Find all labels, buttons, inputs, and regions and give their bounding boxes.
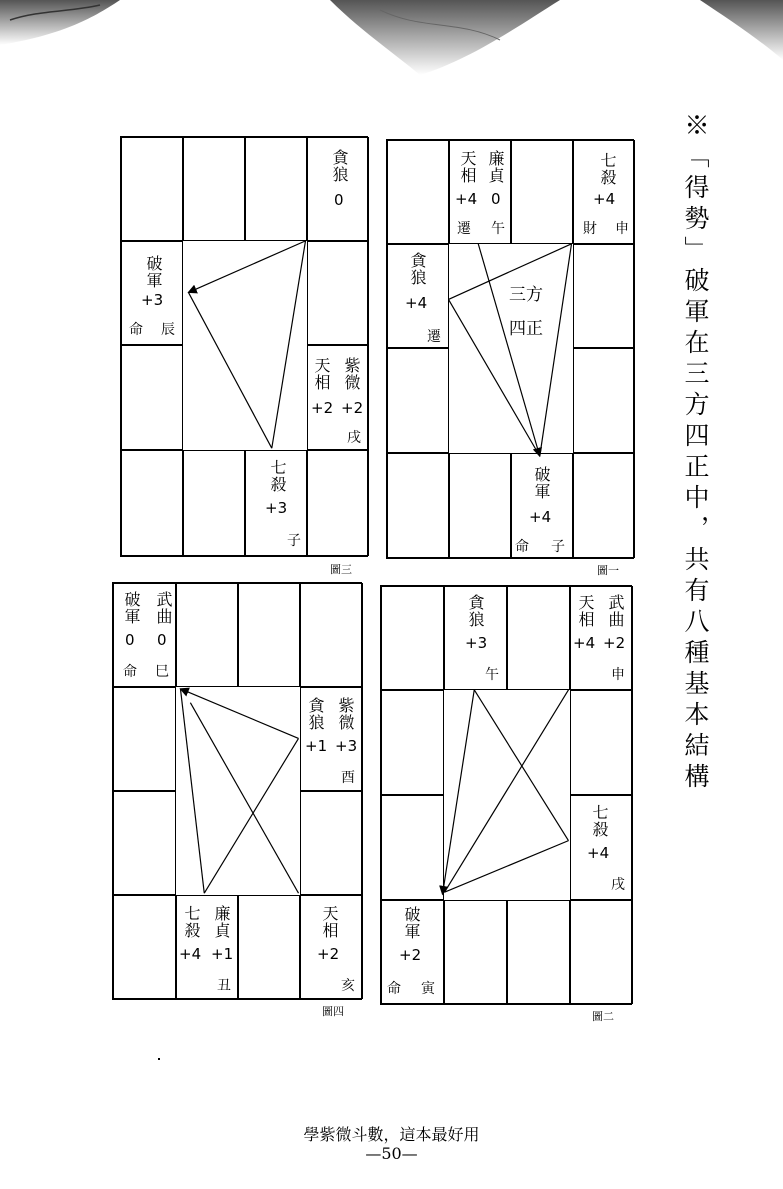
star-zi-wei: 紫微: [342, 357, 361, 391]
ming-label: 命: [129, 322, 143, 338]
chart-fig4: [112, 582, 362, 1000]
qian-label: 遷: [457, 221, 471, 237]
branch-label: 子: [551, 539, 565, 555]
chart-fig2: [380, 585, 632, 1005]
star-value: +4: [529, 508, 552, 526]
branch-label: 寅: [421, 981, 435, 997]
star-value: 0: [125, 631, 135, 649]
star-tian-xiang: 天相: [576, 594, 595, 628]
branch-label: 申: [611, 667, 625, 683]
star-qi-sha: 七殺: [182, 905, 201, 939]
cai-label: 財: [583, 221, 597, 237]
branch-label: 酉: [341, 770, 355, 786]
star-value: +4: [405, 294, 428, 312]
book-title: 學紫微斗數，這本最好用: [303, 1125, 480, 1144]
page-number: —50—: [365, 1144, 418, 1163]
star-value: +1: [211, 945, 234, 963]
branch-label: 亥: [341, 978, 355, 994]
section-title: ※「得勢」破軍在三方四正中，共有八種基本結構: [681, 112, 710, 794]
star-po-jun: 破軍: [144, 255, 163, 289]
branch-label: 戌: [611, 877, 625, 893]
sizheng-label: 四正: [509, 319, 543, 339]
branch-label: 辰: [161, 322, 175, 338]
star-zi-wei: 紫微: [336, 697, 355, 731]
branch-label: 子: [287, 533, 301, 549]
star-tan-lang: 貪狼: [408, 252, 427, 286]
figure-caption: 圖四: [322, 1005, 344, 1018]
star-value: +3: [141, 291, 164, 309]
star-value: +2: [399, 946, 422, 964]
star-value: +4: [593, 190, 616, 208]
star-qi-sha: 七殺: [268, 459, 287, 493]
star-lian-zhen: 廉貞: [486, 150, 505, 184]
star-tan-lang: 貪狼: [466, 594, 485, 628]
star-value: +2: [603, 634, 626, 652]
figure-caption: 圖三: [330, 563, 352, 576]
star-qi-sha: 七殺: [598, 152, 617, 186]
decorative-cloud-banner: [0, 0, 783, 80]
star-value: +4: [573, 634, 596, 652]
figure-caption: 圖一: [597, 564, 619, 577]
sanfang-label: 三方: [509, 285, 543, 305]
star-value: +3: [335, 737, 358, 755]
star-value: +3: [465, 634, 488, 652]
figure-caption: 圖二: [592, 1010, 614, 1023]
star-po-jun: 破軍: [402, 906, 421, 940]
star-wu-qu: 武曲: [606, 594, 625, 628]
star-wu-qu: 武曲: [154, 591, 173, 625]
branch-label: 丑: [217, 978, 231, 994]
star-value: 0: [491, 190, 501, 208]
ming-label: 命: [515, 539, 529, 555]
star-value: +2: [317, 945, 340, 963]
star-value: +2: [311, 399, 334, 417]
branch-label: 申: [615, 221, 629, 237]
star-po-jun: 破軍: [122, 591, 141, 625]
star-tan-lang: 貪狼: [330, 149, 349, 183]
star-qi-sha: 七殺: [590, 804, 609, 838]
star-value: 0: [334, 191, 344, 209]
star-value: +4: [587, 844, 610, 862]
star-value: +3: [265, 499, 288, 517]
star-lian-zhen: 廉貞: [212, 905, 231, 939]
star-tan-lang: 貪狼: [306, 697, 325, 731]
star-tian-xiang: 天相: [312, 357, 331, 391]
branch-label: 午: [491, 221, 505, 237]
star-value: +4: [455, 190, 478, 208]
ming-label: 命: [387, 981, 401, 997]
chart-fig3: [120, 136, 368, 557]
star-value: +2: [341, 399, 364, 417]
star-value: 0: [157, 631, 167, 649]
branch-label: 戌: [347, 430, 361, 446]
stray-dot: [158, 1058, 160, 1060]
star-value: +1: [305, 737, 328, 755]
star-po-jun: 破軍: [532, 466, 551, 500]
qian-label: 遷: [427, 329, 441, 345]
ming-label: 命: [123, 664, 137, 680]
star-tian-xiang: 天相: [458, 150, 477, 184]
star-value: +4: [179, 945, 202, 963]
branch-label: 巳: [155, 664, 169, 680]
branch-label: 午: [485, 667, 499, 683]
sanfang-lines: [121, 137, 367, 556]
chart-fig1: [386, 139, 634, 559]
star-tian-xiang: 天相: [320, 905, 339, 939]
